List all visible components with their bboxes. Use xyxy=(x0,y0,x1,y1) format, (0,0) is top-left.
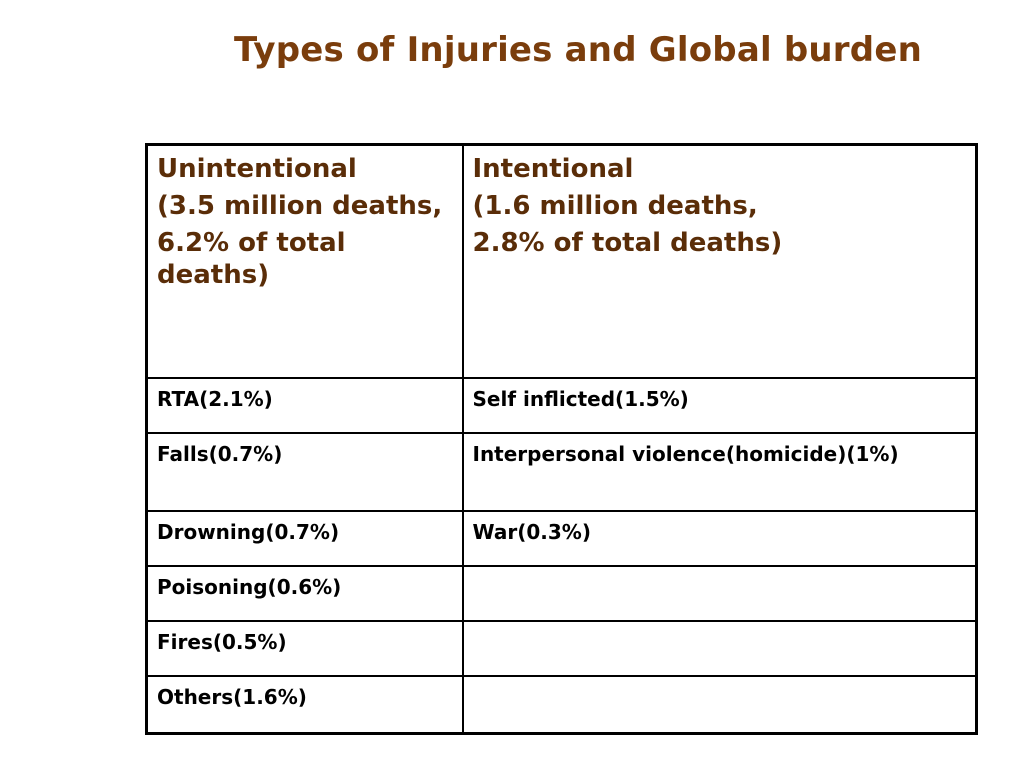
table-row xyxy=(147,621,977,676)
unintentional-deaths-percent: 6.2% of total deaths) xyxy=(157,228,346,290)
intentional-deaths-percent: 2.8% of total deaths) xyxy=(472,228,783,259)
slide-title: Types of Injuries and Global burden xyxy=(234,30,922,70)
unintentional-cell: Poisoning(0.6%) xyxy=(147,566,463,621)
intentional-header-cell xyxy=(463,145,977,378)
table-row xyxy=(147,566,977,621)
table-row xyxy=(147,433,977,511)
intentional-cell xyxy=(463,566,977,621)
intentional-cell: Interpersonal violence(homicide)(1%) xyxy=(463,433,977,511)
unintentional-cell: RTA(2.1%) xyxy=(147,378,463,433)
intentional-label: Intentional xyxy=(472,154,634,184)
unintentional-cell: Fires(0.5%) xyxy=(147,621,463,676)
unintentional-cell: Others(1.6%) xyxy=(147,676,463,734)
table-row xyxy=(147,378,977,433)
unintentional-label: Unintentional xyxy=(157,154,357,184)
unintentional-deaths-count: (3.5 million deaths, xyxy=(157,191,443,222)
intentional-cell xyxy=(463,621,977,676)
table-row xyxy=(147,511,977,566)
unintentional-cell: Drowning(0.7%) xyxy=(147,511,463,566)
intentional-deaths-count: (1.6 million deaths, xyxy=(472,191,758,222)
unintentional-header-cell xyxy=(147,145,463,378)
unintentional-cell: Falls(0.7%) xyxy=(147,433,463,511)
table-header-row xyxy=(147,145,977,378)
table-row xyxy=(147,676,977,734)
intentional-cell: Self inflicted(1.5%) xyxy=(463,378,977,433)
injury-burden-table xyxy=(145,143,978,735)
intentional-cell xyxy=(463,676,977,734)
intentional-cell: War(0.3%) xyxy=(463,511,977,566)
